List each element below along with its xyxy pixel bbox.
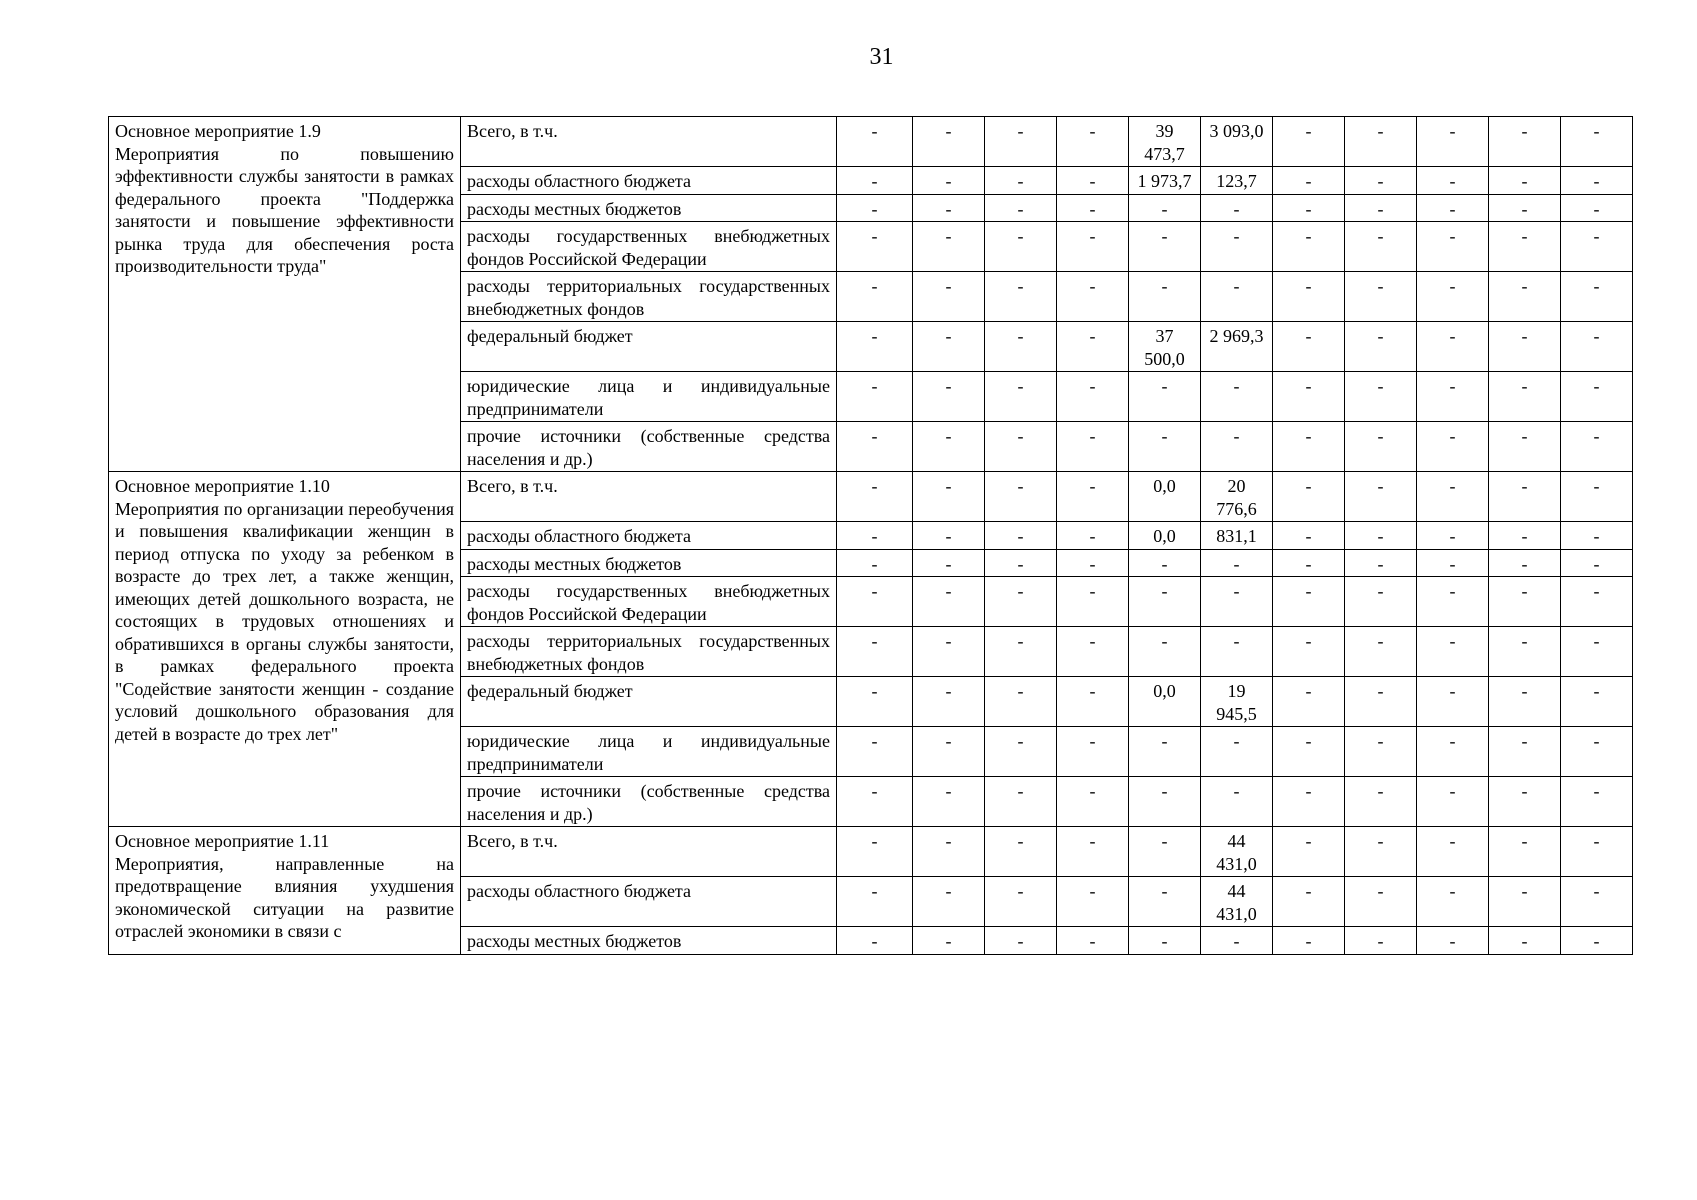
value-cell: - <box>1345 222 1417 272</box>
value-cell: - <box>1489 677 1561 727</box>
value-cell: - <box>1417 472 1489 522</box>
value-cell: - <box>1201 549 1273 577</box>
value-cell: - <box>1345 194 1417 222</box>
event-title: Основное мероприятие 1.10 <box>115 476 330 496</box>
value-cell: - <box>837 522 913 550</box>
event-cell <box>109 827 461 955</box>
value-cell: - <box>1273 927 1345 955</box>
value-cell: - <box>1345 322 1417 372</box>
value-cell: - <box>913 577 985 627</box>
value-cell: - <box>985 627 1057 677</box>
value-cell: - <box>837 777 913 827</box>
funding-source-cell: Всего, в т.ч. <box>461 472 837 522</box>
value-cell: - <box>1561 422 1633 472</box>
table-body <box>109 117 1633 955</box>
value-cell: - <box>985 677 1057 727</box>
value-cell: - <box>1273 727 1345 777</box>
value-cell: - <box>1561 877 1633 927</box>
value-cell: - <box>1417 322 1489 372</box>
funding-source-cell: расходы территориальных государственных внебюджетных фондов <box>461 627 837 677</box>
value-cell: - <box>1201 372 1273 422</box>
funding-source-cell: расходы областного бюджета <box>461 877 837 927</box>
value-cell: - <box>1561 167 1633 195</box>
value-cell: - <box>1345 372 1417 422</box>
value-cell: - <box>1201 272 1273 322</box>
event-description: Мероприятия по организации переобучения и повышения квалификации женщин в период отпуска по уходу за ребенком в возрасте до трех лет, а также женщин, имеющих детей дошкольного возраста, не состоящих в трудовых отношениях и обратившихся в органы службы занятости, в рамках федерального проекта "Содействие занятости женщин - создание условий дошкольного образования для детей в возрасте до трех лет" <box>115 498 454 744</box>
value-cell: - <box>985 877 1057 927</box>
value-cell: - <box>1489 777 1561 827</box>
value-cell: - <box>1273 522 1345 550</box>
funding-source-cell: юридические лица и индивидуальные предприниматели <box>461 372 837 422</box>
value-cell: - <box>1273 272 1345 322</box>
value-cell: 2 969,3 <box>1201 322 1273 372</box>
value-cell: - <box>1561 549 1633 577</box>
funding-source-cell: юридические лица и индивидуальные предприниматели <box>461 727 837 777</box>
value-cell: - <box>1561 627 1633 677</box>
value-cell: - <box>1345 117 1417 167</box>
funding-source-cell: федеральный бюджет <box>461 322 837 372</box>
value-cell: - <box>1057 577 1129 627</box>
table-row <box>109 117 1633 167</box>
value-cell: - <box>1273 167 1345 195</box>
value-cell: - <box>1273 877 1345 927</box>
value-cell: - <box>1273 372 1345 422</box>
value-cell: - <box>913 117 985 167</box>
value-cell: - <box>837 577 913 627</box>
funding-source-cell: расходы государственных внебюджетных фондов Российской Федерации <box>461 222 837 272</box>
value-cell: - <box>837 422 913 472</box>
value-cell: - <box>1201 194 1273 222</box>
value-cell: - <box>1561 827 1633 877</box>
value-cell: - <box>1273 194 1345 222</box>
value-cell: - <box>913 727 985 777</box>
value-cell: - <box>985 117 1057 167</box>
value-cell: 3 093,0 <box>1201 117 1273 167</box>
budget-table <box>108 116 1633 955</box>
value-cell: - <box>1201 577 1273 627</box>
value-cell: - <box>1345 877 1417 927</box>
value-cell: - <box>913 167 985 195</box>
value-cell: - <box>1273 677 1345 727</box>
value-cell: - <box>1417 167 1489 195</box>
value-cell: - <box>1561 522 1633 550</box>
value-cell: - <box>1273 322 1345 372</box>
value-cell: - <box>985 422 1057 472</box>
funding-source-cell: расходы областного бюджета <box>461 167 837 195</box>
value-cell: - <box>913 222 985 272</box>
value-cell: - <box>1129 877 1201 927</box>
value-cell: - <box>1489 522 1561 550</box>
value-cell: - <box>837 627 913 677</box>
funding-source-cell: расходы территориальных государственных внебюджетных фондов <box>461 272 837 322</box>
value-cell: - <box>1489 577 1561 627</box>
value-cell: - <box>837 194 913 222</box>
value-cell: - <box>837 677 913 727</box>
value-cell: - <box>1057 677 1129 727</box>
value-cell: - <box>1201 222 1273 272</box>
value-cell: - <box>837 472 913 522</box>
value-cell: - <box>1417 827 1489 877</box>
value-cell: 44 431,0 <box>1201 877 1273 927</box>
funding-source-cell: прочие источники (собственные средства населения и др.) <box>461 422 837 472</box>
value-cell: - <box>985 272 1057 322</box>
value-cell: - <box>1345 472 1417 522</box>
funding-source-cell: расходы местных бюджетов <box>461 549 837 577</box>
value-cell: - <box>1489 549 1561 577</box>
value-cell: - <box>1489 472 1561 522</box>
value-cell: - <box>1345 727 1417 777</box>
value-cell: - <box>985 549 1057 577</box>
table-row <box>109 472 1633 522</box>
value-cell: - <box>1489 927 1561 955</box>
value-cell: 37 500,0 <box>1129 322 1201 372</box>
value-cell: 0,0 <box>1129 522 1201 550</box>
value-cell: - <box>985 194 1057 222</box>
value-cell: - <box>1561 194 1633 222</box>
value-cell: 20 776,6 <box>1201 472 1273 522</box>
event-cell <box>109 117 461 472</box>
value-cell: - <box>1129 577 1201 627</box>
value-cell: 831,1 <box>1201 522 1273 550</box>
value-cell: - <box>1129 927 1201 955</box>
value-cell: - <box>1129 422 1201 472</box>
value-cell: - <box>1273 472 1345 522</box>
value-cell: - <box>1345 422 1417 472</box>
event-description: Мероприятия, направленные на предотвращение влияния ухудшения экономической ситуации на развитие отраслей экономики в связи с <box>115 853 454 941</box>
value-cell: - <box>1489 167 1561 195</box>
value-cell: - <box>1345 927 1417 955</box>
value-cell: - <box>1057 372 1129 422</box>
value-cell: 39 473,7 <box>1129 117 1201 167</box>
value-cell: - <box>985 222 1057 272</box>
value-cell: - <box>985 577 1057 627</box>
value-cell: - <box>1417 777 1489 827</box>
value-cell: 1 973,7 <box>1129 167 1201 195</box>
value-cell: - <box>1417 727 1489 777</box>
value-cell: - <box>1129 777 1201 827</box>
value-cell: - <box>1201 727 1273 777</box>
value-cell: - <box>1417 117 1489 167</box>
value-cell: - <box>837 549 913 577</box>
value-cell: - <box>985 322 1057 372</box>
value-cell: - <box>1345 522 1417 550</box>
value-cell: - <box>1417 422 1489 472</box>
value-cell: - <box>1561 322 1633 372</box>
value-cell: - <box>1417 677 1489 727</box>
value-cell: - <box>1273 549 1345 577</box>
value-cell: - <box>985 522 1057 550</box>
value-cell: - <box>913 827 985 877</box>
value-cell: - <box>1129 222 1201 272</box>
value-cell: - <box>985 827 1057 877</box>
value-cell: - <box>913 194 985 222</box>
value-cell: - <box>837 927 913 955</box>
value-cell: - <box>1561 472 1633 522</box>
value-cell: - <box>1129 727 1201 777</box>
value-cell: - <box>1345 627 1417 677</box>
value-cell: - <box>1129 627 1201 677</box>
value-cell: - <box>837 272 913 322</box>
value-cell: - <box>1489 222 1561 272</box>
value-cell: - <box>1417 927 1489 955</box>
value-cell: - <box>1057 777 1129 827</box>
value-cell: - <box>1489 422 1561 472</box>
funding-source-cell: Всего, в т.ч. <box>461 827 837 877</box>
value-cell: - <box>1345 167 1417 195</box>
value-cell: - <box>1057 194 1129 222</box>
value-cell: 0,0 <box>1129 472 1201 522</box>
value-cell: - <box>1345 677 1417 727</box>
value-cell: - <box>837 827 913 877</box>
value-cell: - <box>913 549 985 577</box>
value-cell: - <box>1129 194 1201 222</box>
page-number: 31 <box>869 44 894 70</box>
value-cell: - <box>1057 422 1129 472</box>
funding-source-cell: расходы государственных внебюджетных фондов Российской Федерации <box>461 577 837 627</box>
value-cell: - <box>913 627 985 677</box>
value-cell: - <box>1057 727 1129 777</box>
value-cell: - <box>1489 272 1561 322</box>
value-cell: - <box>1345 827 1417 877</box>
value-cell: - <box>1201 627 1273 677</box>
value-cell: - <box>985 777 1057 827</box>
value-cell: - <box>1561 727 1633 777</box>
value-cell: 19 945,5 <box>1201 677 1273 727</box>
value-cell: - <box>985 472 1057 522</box>
value-cell: - <box>1561 372 1633 422</box>
value-cell: - <box>1273 777 1345 827</box>
value-cell: - <box>1129 827 1201 877</box>
value-cell: - <box>1489 827 1561 877</box>
value-cell: - <box>1417 577 1489 627</box>
value-cell: - <box>1273 827 1345 877</box>
table-row <box>109 827 1633 877</box>
value-cell: - <box>1417 522 1489 550</box>
funding-source-cell: прочие источники (собственные средства населения и др.) <box>461 777 837 827</box>
value-cell: - <box>1561 222 1633 272</box>
value-cell: - <box>1129 549 1201 577</box>
value-cell: - <box>1057 827 1129 877</box>
value-cell: - <box>1057 272 1129 322</box>
value-cell: - <box>913 927 985 955</box>
value-cell: - <box>837 167 913 195</box>
value-cell: - <box>1561 677 1633 727</box>
value-cell: - <box>1273 577 1345 627</box>
event-title: Основное мероприятие 1.11 <box>115 831 330 851</box>
value-cell: - <box>1057 472 1129 522</box>
value-cell: - <box>1057 927 1129 955</box>
value-cell: - <box>1057 222 1129 272</box>
value-cell: - <box>1489 117 1561 167</box>
value-cell: - <box>837 322 913 372</box>
value-cell: - <box>1345 577 1417 627</box>
value-cell: - <box>1561 272 1633 322</box>
value-cell: - <box>837 117 913 167</box>
value-cell: - <box>1417 549 1489 577</box>
value-cell: - <box>1057 627 1129 677</box>
value-cell: - <box>1561 777 1633 827</box>
value-cell: - <box>1417 272 1489 322</box>
value-cell: - <box>1129 372 1201 422</box>
value-cell: - <box>1417 627 1489 677</box>
value-cell: - <box>1057 549 1129 577</box>
value-cell: - <box>913 677 985 727</box>
value-cell: - <box>1489 372 1561 422</box>
value-cell: - <box>837 877 913 927</box>
value-cell: - <box>913 522 985 550</box>
value-cell: - <box>1417 877 1489 927</box>
funding-source-cell: расходы областного бюджета <box>461 522 837 550</box>
value-cell: - <box>1201 777 1273 827</box>
value-cell: - <box>1273 117 1345 167</box>
value-cell: - <box>1345 549 1417 577</box>
value-cell: - <box>985 167 1057 195</box>
value-cell: - <box>1273 627 1345 677</box>
value-cell: - <box>1489 322 1561 372</box>
value-cell: - <box>1489 727 1561 777</box>
value-cell: - <box>1417 372 1489 422</box>
value-cell: - <box>1417 194 1489 222</box>
event-title: Основное мероприятие 1.9 <box>115 121 321 141</box>
event-description: Мероприятия по повышению эффективности службы занятости в рамках федерального проекта "Поддержка занятости и повышение эффективности рынка труда для обеспечения роста производительности труда" <box>115 143 454 276</box>
value-cell: - <box>985 727 1057 777</box>
value-cell: 123,7 <box>1201 167 1273 195</box>
value-cell: 44 431,0 <box>1201 827 1273 877</box>
value-cell: - <box>985 927 1057 955</box>
value-cell: - <box>837 222 913 272</box>
value-cell: 0,0 <box>1129 677 1201 727</box>
value-cell: - <box>837 727 913 777</box>
value-cell: - <box>1345 777 1417 827</box>
value-cell: - <box>1201 422 1273 472</box>
value-cell: - <box>1489 877 1561 927</box>
value-cell: - <box>1273 422 1345 472</box>
value-cell: - <box>1489 627 1561 677</box>
funding-source-cell: расходы местных бюджетов <box>461 927 837 955</box>
value-cell: - <box>1417 222 1489 272</box>
value-cell: - <box>1345 272 1417 322</box>
value-cell: - <box>985 372 1057 422</box>
value-cell: - <box>1561 577 1633 627</box>
value-cell: - <box>1201 927 1273 955</box>
value-cell: - <box>1273 222 1345 272</box>
value-cell: - <box>913 322 985 372</box>
value-cell: - <box>1561 927 1633 955</box>
value-cell: - <box>1489 194 1561 222</box>
value-cell: - <box>1561 117 1633 167</box>
value-cell: - <box>1057 877 1129 927</box>
value-cell: - <box>913 877 985 927</box>
value-cell: - <box>913 777 985 827</box>
value-cell: - <box>1129 272 1201 322</box>
value-cell: - <box>913 272 985 322</box>
value-cell: - <box>1057 167 1129 195</box>
funding-source-cell: федеральный бюджет <box>461 677 837 727</box>
funding-source-cell: расходы местных бюджетов <box>461 194 837 222</box>
funding-source-cell: Всего, в т.ч. <box>461 117 837 167</box>
value-cell: - <box>913 372 985 422</box>
value-cell: - <box>1057 522 1129 550</box>
value-cell: - <box>913 472 985 522</box>
value-cell: - <box>1057 322 1129 372</box>
value-cell: - <box>1057 117 1129 167</box>
event-cell <box>109 472 461 827</box>
value-cell: - <box>913 422 985 472</box>
value-cell: - <box>837 372 913 422</box>
